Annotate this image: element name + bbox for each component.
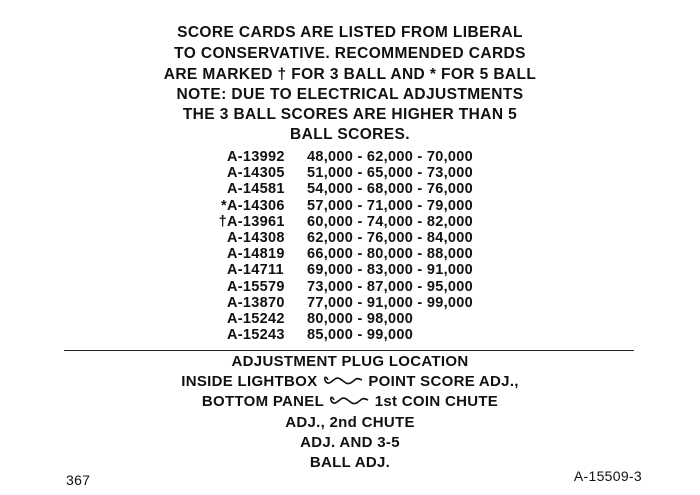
score-row xyxy=(200,279,473,295)
score-row xyxy=(200,311,473,327)
recommended-mark: * xyxy=(221,197,227,214)
card-number: A-14306 xyxy=(227,197,285,214)
card-number: A-14711 xyxy=(227,262,284,279)
score-range: 77,000 - 91,000 - 99,000 xyxy=(307,294,474,311)
score-row xyxy=(200,214,473,230)
section-divider xyxy=(64,350,634,351)
intro-line: SCORE CARDS ARE LISTED FROM LIBERAL xyxy=(177,24,523,41)
plug-line-left: INSIDE LIGHTBOX xyxy=(181,373,318,391)
score-range: 85,000 - 99,000 xyxy=(307,327,414,344)
intro-line: ARE MARKED † FOR 3 BALL AND * FOR 5 BALL xyxy=(163,66,537,83)
note-line: NOTE: DUE TO ELECTRICAL ADJUSTMENTS xyxy=(176,86,524,103)
score-row xyxy=(200,149,473,165)
plug-line-right: POINT SCORE ADJ., xyxy=(368,373,519,391)
document-id: A-15509-3 xyxy=(573,468,642,484)
plug-line xyxy=(0,392,700,412)
score-row xyxy=(200,246,473,262)
plug-line xyxy=(0,372,700,392)
plug-line-right: 1st COIN CHUTE xyxy=(374,393,499,411)
score-row xyxy=(200,165,473,181)
page-number: 367 xyxy=(66,472,91,488)
score-range: 54,000 - 68,000 - 76,000 xyxy=(307,181,474,198)
score-row xyxy=(200,198,473,214)
card-number: A-15243 xyxy=(227,327,285,344)
card-number: A-14819 xyxy=(227,246,285,263)
card-number: A-15579 xyxy=(227,278,285,295)
plug-line: BALL ADJ. xyxy=(309,454,391,472)
card-number: A-14581 xyxy=(227,181,285,198)
plug-line: ADJ. AND 3-5 xyxy=(300,433,400,451)
score-range: 66,000 - 80,000 - 88,000 xyxy=(307,246,474,263)
plug-line: ADJ., 2nd CHUTE xyxy=(285,413,415,431)
score-range: 80,000 - 98,000 xyxy=(307,310,414,327)
card-number: A-14305 xyxy=(227,165,285,182)
note-line: THE 3 BALL SCORES ARE HIGHER THAN 5 xyxy=(182,106,518,123)
note-line: BALL SCORES. xyxy=(290,126,410,143)
card-number: A-14308 xyxy=(227,229,285,246)
score-row xyxy=(200,262,473,278)
score-card-list xyxy=(200,149,473,343)
intro-line: TO CONSERVATIVE. RECOMMENDED CARDS xyxy=(174,45,526,62)
plug-title: ADJUSTMENT PLUG LOCATION xyxy=(231,353,469,370)
recommended-mark: † xyxy=(218,213,227,230)
card-number: A-13961 xyxy=(227,213,285,230)
score-range: 51,000 - 65,000 - 73,000 xyxy=(307,165,474,182)
adjustment-plug-section xyxy=(0,352,700,473)
score-range: 57,000 - 71,000 - 79,000 xyxy=(307,197,474,214)
card-number: A-13992 xyxy=(227,149,285,165)
plug-wire-icon xyxy=(322,374,364,388)
score-range: 60,000 - 74,000 - 82,000 xyxy=(307,213,474,230)
card-number: A-15242 xyxy=(227,310,285,327)
score-row xyxy=(200,181,473,197)
note-text xyxy=(0,85,700,145)
score-row xyxy=(200,230,473,246)
intro-text xyxy=(0,22,700,85)
plug-line-left: BOTTOM PANEL xyxy=(201,393,324,411)
score-range: 48,000 - 62,000 - 70,000 xyxy=(307,149,474,165)
card-number: A-13870 xyxy=(227,294,285,311)
score-row xyxy=(200,295,473,311)
score-range: 62,000 - 76,000 - 84,000 xyxy=(307,229,474,246)
plug-wire-icon xyxy=(328,394,370,408)
score-row xyxy=(200,327,473,343)
score-range: 69,000 - 83,000 - 91,000 xyxy=(307,262,474,279)
score-range: 73,000 - 87,000 - 95,000 xyxy=(307,278,474,295)
